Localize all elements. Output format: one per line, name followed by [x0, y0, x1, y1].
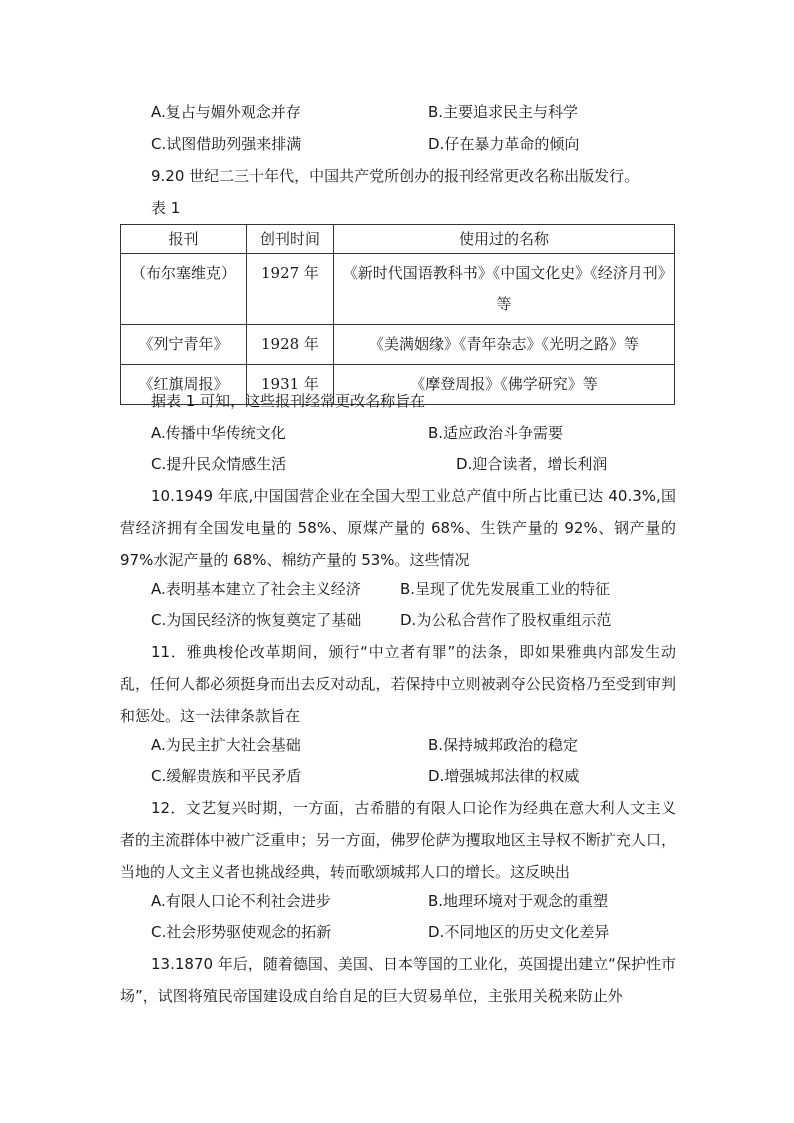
q10-option-d: D.为公私合营作了股权重组示范	[400, 611, 612, 629]
q12-stem: 12．文艺复兴时期，一方面，古希腊的有限人口论作为经典在意大利人文主义者的主流群体中被广泛重申；另一方面，佛罗伦萨为攫取地区主导权不断扩充人口，当地的人文主义者也挑战经典，转而歌颂城邦人口的增长。这反映出	[120, 799, 676, 881]
q9-option-d: D.迎合读者，增长利润	[456, 455, 608, 473]
q12-option-b: B.地理环境对于观念的重塑	[428, 892, 609, 910]
table-row	[121, 254, 675, 325]
q9-option-b: B.适应政治斗争需要	[428, 424, 564, 442]
q8-option-c: C.试图借助列强来排满	[151, 135, 302, 153]
table-cell: 《摩登周报》《佛学研究》等	[333, 365, 674, 405]
q10-option-c: C.为国民经济的恢复奠定了基础	[151, 611, 362, 629]
table-cell: 《新时代国语教科书》《中国文化史》《经济月刊》等	[333, 254, 674, 325]
q8-option-b: B.主要追求民主与科学	[428, 103, 579, 121]
table-cell: 《列宁青年》	[121, 325, 247, 365]
q8-option-a: A.复占与媚外观念并存	[151, 103, 301, 121]
table-cell: （布尔塞维克）	[121, 254, 247, 325]
q11-option-d: D.增强城邦法律的权威	[428, 767, 580, 785]
q11-stem: 11．雅典梭伦改革期间，颁行“中立者有罪”的法条，即如果雅典内部发生动乱，任何人都必须挺身而出去反对动乱，若保持中立则被剥夺公民资格乃至受到审判和惩处。这一法律条款旨在	[120, 643, 676, 725]
table-cell: 1931 年	[246, 365, 333, 405]
q9-table-caption: 表 1	[151, 199, 181, 217]
table-cell: 1928 年	[246, 325, 333, 365]
q9-option-a: A.传播中华传统文化	[151, 424, 286, 442]
q9-stem: 9.20 世纪二三十年代，中国共产党所创办的报刊经常更改名称出版发行。	[151, 167, 640, 185]
q13-stem: 13.1870 年后，随着德国、美国、日本等国的工业化，英国提出建立“保护性市场”，试图将殖民帝国建设成自给自足的巨大贸易单位，主张用关税来防止外	[120, 955, 676, 1005]
table-header-cell: 报刊	[121, 225, 247, 254]
q8-option-d: D.仔在暴力革命的倾向	[428, 135, 580, 153]
q11-option-b: B.保持城邦政治的稳定	[428, 736, 579, 754]
q12-option-a: A.有限人口论不利社会进步	[151, 892, 331, 910]
table-header-cell: 使用过的名称	[333, 225, 674, 254]
q12-option-c: C.社会形势驱使观念的拓新	[151, 923, 332, 941]
q11-option-a: A.为民主扩大社会基础	[151, 736, 301, 754]
q9-option-c: C.提升民众情感生活	[151, 455, 287, 473]
table-header-row	[121, 225, 675, 254]
table-row	[121, 325, 675, 365]
table-cell: 《美满姻缘》《青年杂志》《光明之路》等	[333, 325, 674, 365]
q9-table	[120, 224, 675, 405]
q10-option-a: A.表明基本建立了社会主义经济	[151, 580, 361, 598]
q9-question: 据表 1 可知，这些报刊经常更改名称旨在	[151, 392, 426, 410]
q11-option-c: C.缓解贵族和平民矛盾	[151, 767, 302, 785]
table-cell: 《红旗周报》	[121, 365, 247, 405]
q12-option-d: D.不同地区的历史文化差异	[428, 923, 610, 941]
table-cell: 1927 年	[246, 254, 333, 325]
table-header-cell: 创刊时间	[246, 225, 333, 254]
q10-stem: 10.1949 年底,中国国营企业在全国大型工业总产值中所占比重已达 40.3%,国营经济拥有全国发电量的 58%、原煤产量的 68%、生铁产量的 92%、钢产量的 97%水泥产量的 68%、棉纺产量的 53%。这些情况	[120, 487, 676, 569]
q10-option-b: B.呈现了优先发展重工业的特征	[400, 580, 611, 598]
